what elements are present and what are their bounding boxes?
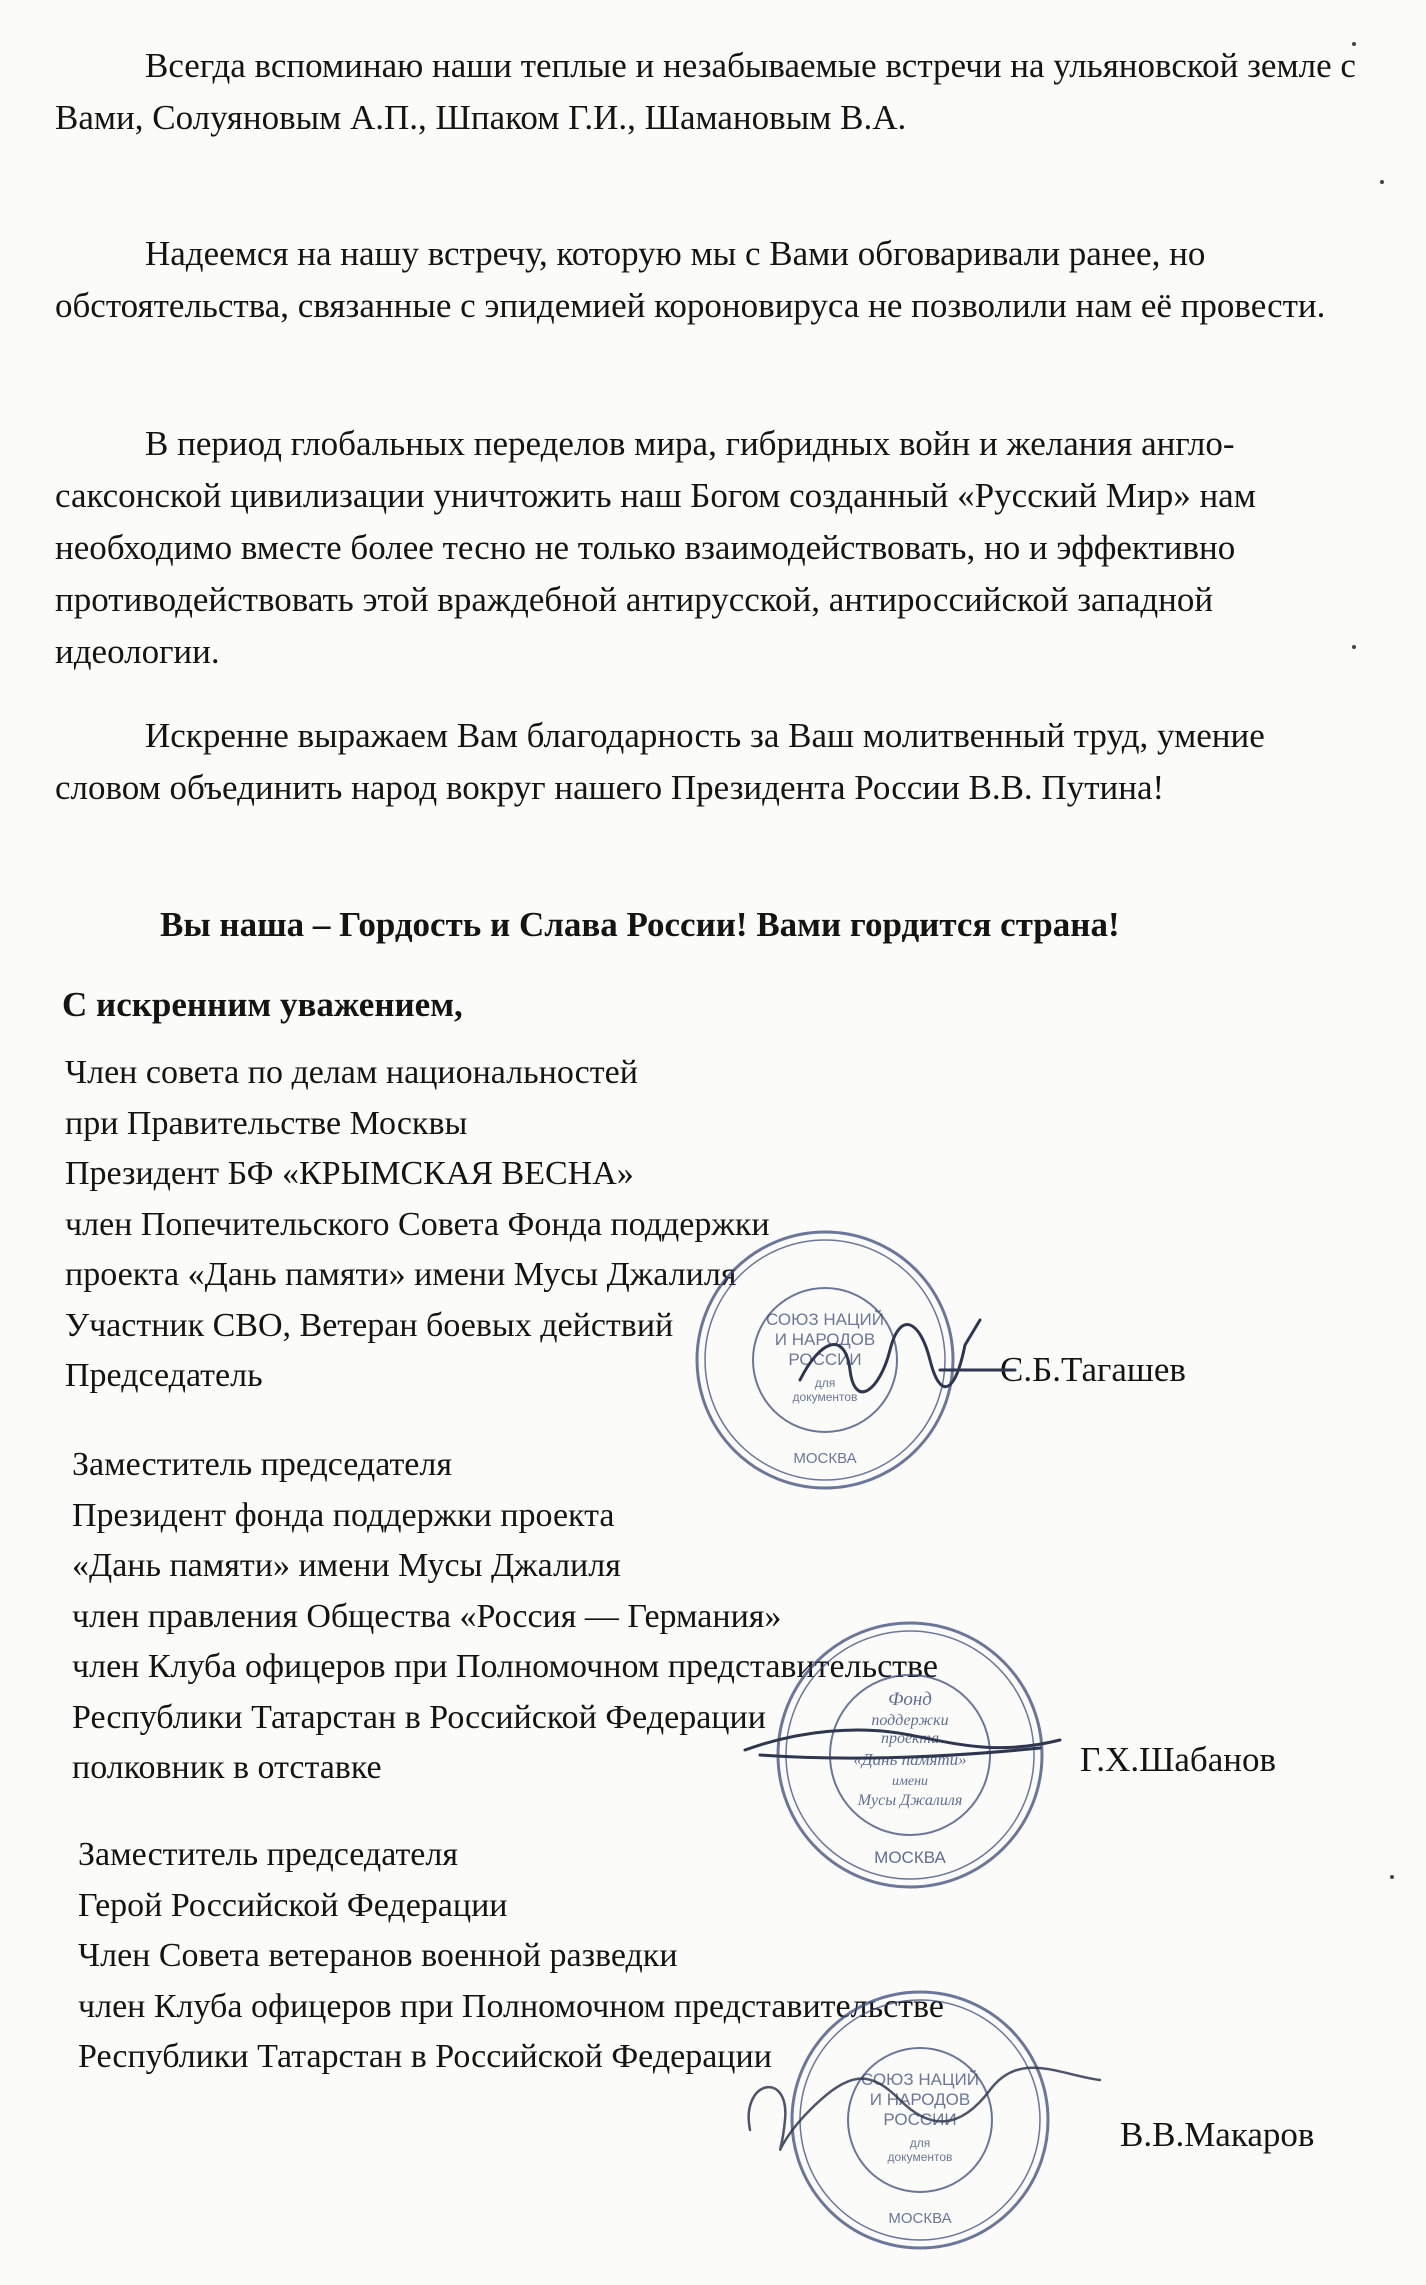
signatory-2-name: Г.Х.Шабанов [1080, 1740, 1277, 1779]
signature-1-icon [790, 1300, 1020, 1410]
title-line: Участник СВО, Ветеран боевых действий [65, 1306, 674, 1344]
title-line: «Дань памяти» имени Мусы Джалиля [72, 1547, 621, 1584]
title-line: при Правительстве Москвы [65, 1104, 468, 1142]
stamp-text: РОССИИ [788, 1350, 862, 1369]
stamp-text: для [909, 2136, 931, 2150]
signatory-1-titles [65, 1048, 770, 1402]
scan-speck [1352, 645, 1356, 649]
stamp-text: И НАРОДОВ [774, 1330, 876, 1349]
title-line: член Клуба офицеров при Полномочном представительстве [72, 1648, 938, 1685]
stamp-text: «Дань памяти» [853, 1750, 967, 1769]
title-line: Заместитель председателя [72, 1446, 452, 1483]
stamp-text: Мусы Джалиля [857, 1792, 963, 1809]
scan-speck [1390, 1875, 1394, 1879]
title-line: Республики Татарстан в Российской Федерации [72, 1698, 766, 1736]
title-line: Заместитель председателя [78, 1836, 458, 1873]
paragraph-3: В период глобальных переделов мира, гибридных войн и желания англо-саксонской цивилизации уничтожить наш Богом созданный «Русский Мир» нам необходимо вместе более тесно не только взаимодействовать, но и эффективно противодействовать этой враждебной антирусской, антироссийской западной идеологии. [55, 424, 1256, 671]
stamp-text: документов [887, 2150, 953, 2164]
stamp-text: для [814, 1376, 836, 1390]
stamp-text: МОСКВА [888, 2210, 952, 2227]
signature-2-icon [740, 1700, 1070, 1780]
signatory-1-name: С.Б.Тагашев [1000, 1350, 1186, 1389]
stamp-text: РОССИИ [883, 2110, 957, 2129]
title-line: Президент БФ «КРЫМСКАЯ ВЕСНА» [65, 1155, 634, 1192]
title-line: Председатель [65, 1357, 263, 1394]
stamp-text: проекта [880, 1730, 940, 1747]
signature-3-icon [730, 2050, 1110, 2160]
stamp-text: СОЮЗ НАЦИЙ [861, 2070, 979, 2089]
stamp-text: МОСКВА [793, 1450, 857, 1467]
title-line: Герой Российской Федерации [78, 1886, 508, 1924]
scan-speck [1352, 42, 1356, 46]
title-line: Член совета по делам национальностей [65, 1054, 638, 1091]
paragraph-1: Всегда вспоминаю наши теплые и незабываемые встречи на ульяновской земле с Вами, Солуяновым А.П., Шпаком Г.И., Шамановым В.А. [55, 46, 1356, 137]
scan-speck [1380, 180, 1384, 184]
closing-line: С искренним уважением, [62, 985, 463, 1024]
stamp-text: И НАРОДОВ [869, 2090, 971, 2109]
signatory-3-name: В.В.Макаров [1120, 2115, 1315, 2154]
motto-line: Вы наша – Гордость и Слава России! Вами гордится страна! [160, 905, 1120, 944]
title-line: член Клуба офицеров при Полномочном представительстве [78, 1987, 944, 2025]
stamp-text: поддержки [871, 1712, 949, 1729]
title-line: Президент фонда поддержки проекта [72, 1496, 615, 1534]
stamp-text: документов [792, 1390, 858, 1404]
paragraph-4: Искренне выражаем Вам благодарность за Ваш молитвенный труд, умение словом объединить народ вокруг нашего Президента России В.В. Путина! [55, 716, 1265, 807]
title-line: проекта «Дань памяти» имени Мусы Джалиля [65, 1256, 737, 1293]
title-line: Член Совета ветеранов военной разведки [78, 1937, 678, 1974]
title-line: полковник в отставке [72, 1749, 382, 1786]
stamp-text: имени [891, 1774, 929, 1789]
title-line: член правления Общества «Россия — Германия» [72, 1597, 782, 1635]
stamp-text: Фонд [888, 1689, 932, 1710]
title-line: член Попечительского Совета Фонда поддержки [65, 1205, 770, 1243]
stamp-text: СОЮЗ НАЦИЙ [766, 1310, 884, 1329]
title-line: Республики Татарстан в Российской Федерации [78, 2038, 772, 2075]
stamp-text: МОСКВА [874, 1848, 946, 1867]
paragraph-2: Надеемся на нашу встречу, которую мы с Вами обговаривали ранее, но обстоятельства, связанные с эпидемией короновируса не позволили нам её провести. [55, 234, 1326, 325]
